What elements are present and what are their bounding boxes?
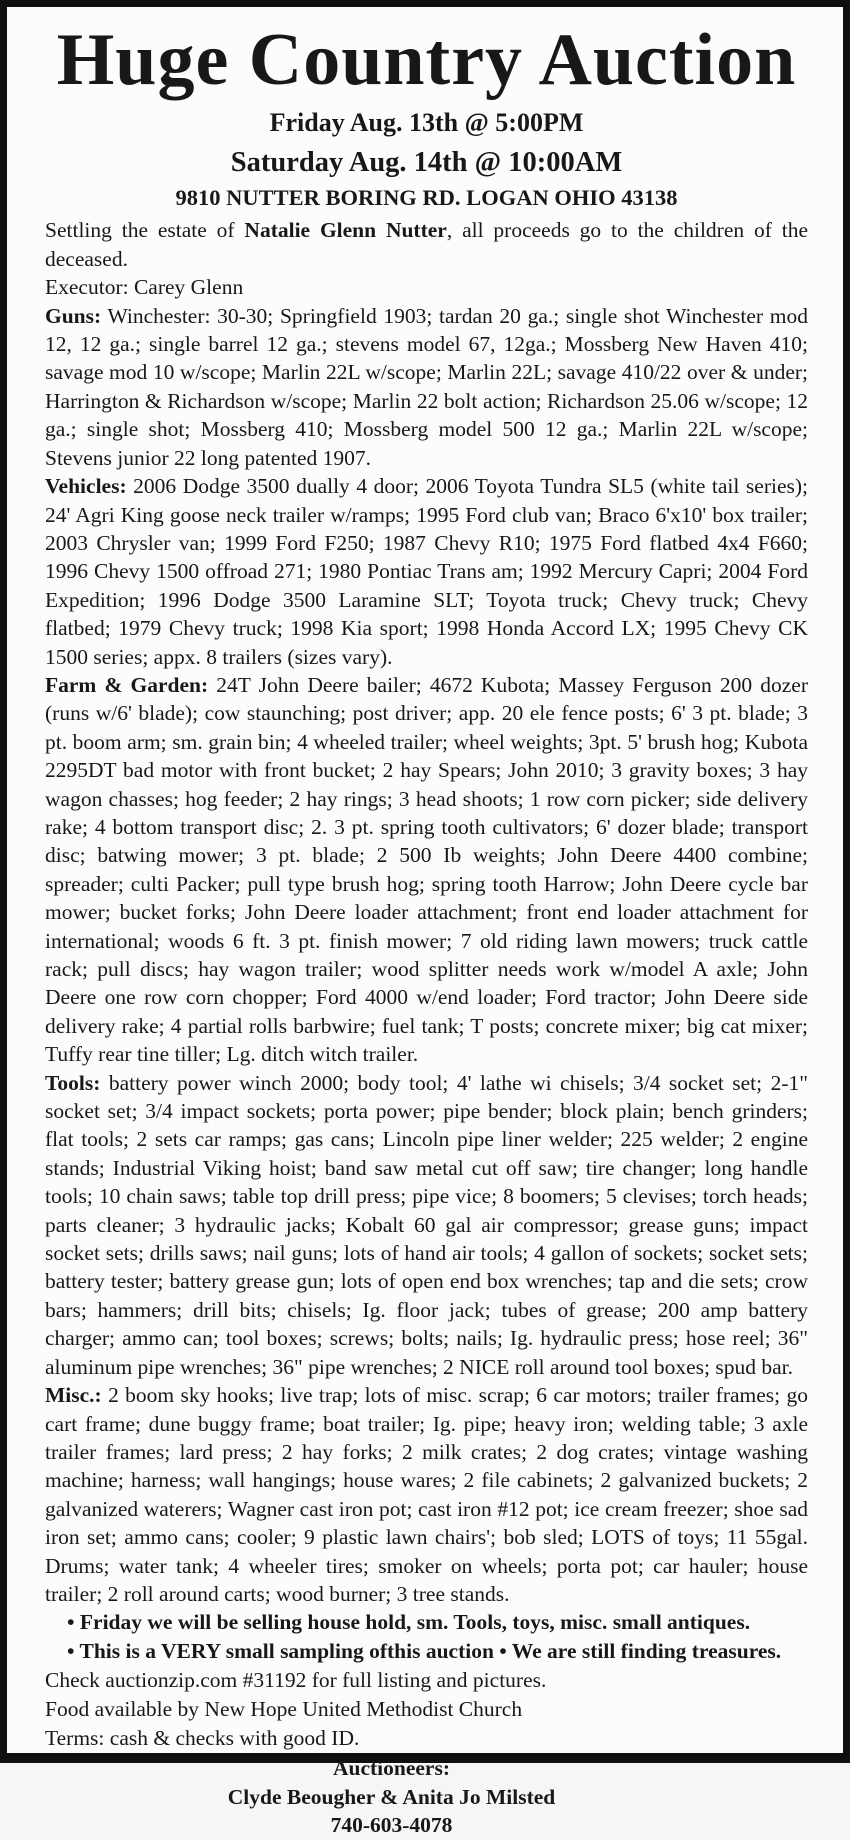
bullet-note-friday: • Friday we will be selling house hold, sm. Tools, toys, misc. small antiques. (67, 1610, 751, 1635)
bullet-note-sampling: • This is a VERY small sampling ofthis auction • We are still finding treasures. (67, 1639, 782, 1664)
executor-line: Executor: Carey Glenn (45, 275, 244, 300)
auctioneers-block (45, 1754, 738, 1840)
section-vehicles-label: Vehicles: (45, 474, 127, 499)
section-farm-garden-text: 24T John Deere bailer; 4672 Kubota; Massey Ferguson 200 dozer (runs w/6' blade); cow staunching; post driver; app. 20 ele fence posts; 6' 3 pt. blade; 3 pt. boom arm; sm. grain bin; 4 wheeled trailer; wheel weights; 3pt. 5' brush hog; Kubota 2295DT bad motor with front bucket; 2 hay Spears; John 2010; 3 gravity boxes; 3 hay wagon chasses; hog feeder; 2 hay rings; 3 head shoots; 1 row corn picker; side delivery rake; 4 bottom transport disc; 2. 3 pt. spring tooth cultivators; 6' dozer blade; transport disc; batwing mower; 3 pt. blade; 2 500 Ib weights; John Deere 4400 combine; spreader; culti Packer; pull type brush hog; spring tooth Harrow; John Deere cycle bar mower; bucket forks; John Deere loader attachment; front end loader attachment for international; woods 6 ft. 3 pt. finish mower; 7 old riding lawn mowers; truck cattle rack; pull discs; hay wagon trailer; wood splitter needs work w/model A axle; John Deere one row corn chopper; Ford 4000 w/end loader; Ford tractor; John Deere side delivery rake; 4 partial rolls barbwire; fuel tank; T posts; concrete mixer; big cat mixer; Tuffy rear tine tiller; Lg. ditch witch trailer. (45, 672, 808, 1067)
section-misc-text: 2 boom sky hooks; live trap; lots of misc. scrap; 6 car motors; trailer frames; go cart frame; dune buggy frame; boat trailer; Ig. pipe; heavy iron; welding table; 3 axle trailer frames; lard press; 2 hay forks; 2 milk crates; 2 dog crates; vintage washing machine; harness; wall hangings; house wares; 2 file cabinets; 2 galvanized buckets; 2 galvanized waterers; Wagner cast iron pot; cast iron #12 pot; ice cream freezer; shoe sad iron set; ammo cans; cooler; 9 plastic lawn chairs'; bob sled; LOTS of toys; 11 55gal. Drums; water tank; 4 wheeler tires; smoker on wheels; porta pot; car hauler; house trailer; 2 roll around carts; wood burner; 3 tree stands. (45, 1383, 808, 1606)
listing-info-line: Check auctionzip.com #31192 for full listing and pictures. (45, 1668, 547, 1693)
auction-date-friday: Friday Aug. 13th @ 5:00PM (269, 108, 584, 138)
section-misc (45, 1381, 808, 1608)
auction-date-saturday: Saturday Aug. 14th @ 10:00AM (230, 147, 623, 179)
terms-line: Terms: cash & checks with good ID. (45, 1726, 360, 1751)
section-misc-label: Misc.: (45, 1383, 102, 1408)
auctioneer-names: Clyde Beougher & Anita Jo Milsted (227, 1784, 556, 1809)
section-guns-text: Winchester: 30-30; Springfield 1903; tardan 20 ga.; single shot Winchester mod 12, 12 ga.; single barrel 12 ga.; stevens model 67, 12ga.; Mossberg New Haven 410; savage mod 10 w/scope; Marlin 22L w/scope; Marlin 22L; savage 410/22 over & under; Harrington & Richardson w/scope; Marlin 22 bolt action; Richardson 25.06 w/scope; 12 ga.; single shot; Mossberg 410; Mossberg model 500 12 ga.; Marlin 22L w/scope; Stevens junior 22 long patented 1907. (45, 303, 808, 470)
food-info-line: Food available by New Hope United Methodist Church (45, 1697, 523, 1722)
intro-prefix: Settling the estate of (45, 218, 235, 243)
section-guns-label: Guns: (45, 303, 102, 328)
section-tools-text: battery power winch 2000; body tool; 4' lathe wi chisels; 3/4 socket set; 2-1" socket set; 3/4 impact sockets; porta power; pipe bender; block plain; bench grinders; flat tools; 2 sets car ramps; gas cans; Lincoln pipe liner welder; 225 welder; 2 engine stands; Industrial Viking hoist; band saw metal cut off saw; tire changer; long handle tools; 10 chain saws; table top drill press; pipe vice; 8 boomers; 5 clevises; torch heads; parts cleaner; 3 hydraulic jacks; Kobalt 60 gal air compressor; grease guns; impact socket sets; drills saws; nail guns; lots of hand air tools; 4 gallon of sockets; socket sets; battery tester; battery grease gun; lots of open end box wrenches; tap and die sets; crow bars; hammers; drill bits; chisels; Ig. floor jack; tubes of grease; 200 amp battery charger; ammo can; tool boxes; screws; bolts; nails; Ig. hydraulic press; hose reel; 36" aluminum pipe wrenches; 36" pipe wrenches; 2 NICE roll around tool boxes; spud bar. (45, 1070, 809, 1379)
page-title: Huge Country Auction (56, 19, 797, 101)
section-vehicles (45, 472, 808, 671)
estate-name: Natalie Glenn Nutter (244, 218, 447, 243)
section-farm-garden (45, 671, 808, 1069)
section-farm-garden-label: Farm & Garden: (45, 672, 209, 697)
auctioneer-phone: 740-603-4078 (330, 1813, 453, 1838)
section-tools-label: Tools: (45, 1070, 101, 1095)
intro-line (45, 216, 808, 273)
intro-suffix: , all proceeds go to the children of the deceased. (45, 218, 809, 271)
section-vehicles-text: 2006 Dodge 3500 dually 4 door; 2006 Toyota Tundra SL5 (white tail series); 24' Agri King goose neck trailer w/ramps; 1995 Ford club van; Braco 6'x10' box trailer; 2003 Chrysler van; 1999 Ford F250; 1987 Chevy R10; 1975 Ford flatbed 4x4 F660; 1996 Chevy 1500 offroad 271; 1980 Pontiac Trans am; 1992 Mercury Capri; 2004 Ford Expedition; 1996 Dodge 3500 Laramine SLT; Toyota truck; Chevy truck; Chevy flatbed; 1979 Chevy truck; 1998 Kia sport; 1998 Honda Accord LX; 1995 Chevy CK 1500 series; appx. 8 trailers (sizes vary). (45, 474, 808, 669)
auctioneers-heading: Auctioneers: (332, 1756, 451, 1781)
auction-address: 9810 NUTTER BORING RD. LOGAN OHIO 43138 (175, 185, 678, 211)
section-guns (45, 302, 808, 472)
section-tools (45, 1069, 808, 1381)
